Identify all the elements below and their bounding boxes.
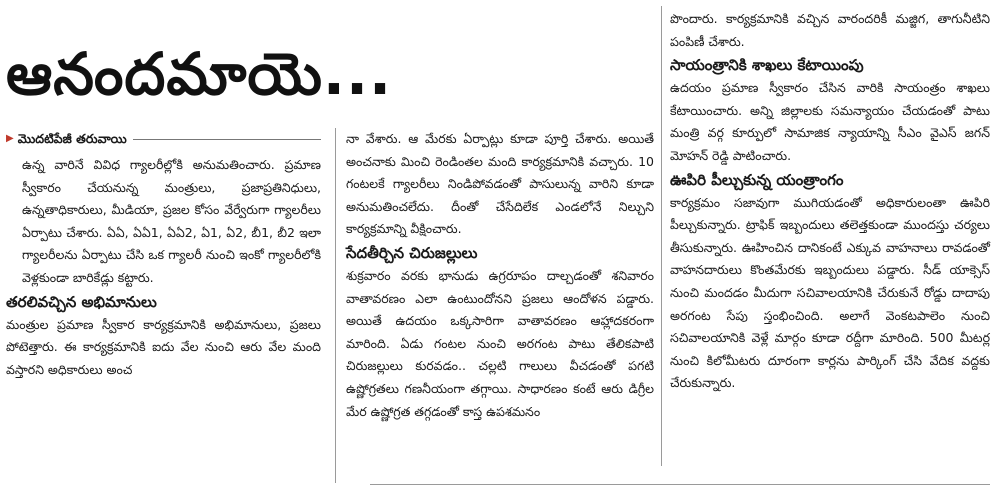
body-paragraph: కార్యక్రమం సజావుగా ముగియడంతో అధికారులంతా ఊపిరి పీల్చుకున్నారు. ట్రాఫిక్ ఇబ్బందులు తలెత్తకుండా ముందస్తు చర్యలు తీసుకున్నారు. ఊహించిన దానికంటే ఎక్కువ వాహనాలు రావడంతో వాహనదారులు కొంతమేరకు ఇబ్బందులు పడ్డారు. సీడ్ యాక్సెస్ నుంచి మందడం మీదుగా సచివాలయానికి చేరుకునే రోడ్డు దాదాపు అరగంట సేపు స్తంభించింది. అలాగే వెంకటపాలెం నుంచి సచివాలయానికి వెళ్లే మార్గం కూడా రద్దీగా మారింది. 500 మీటర్ల నుంచి కిలోమీటరు దూరంగా కార్లను పార్కింగ్ చేసి వేదిక వద్దకు చేరుకున్నారు.: [670, 194, 990, 391]
subheading: సేదతీర్చిన చిరుజల్లులు: [346, 243, 478, 262]
body-paragraph: మంత్రుల ప్రమాణ స్వీకార కార్యక్రమానికి అభిమానులు, ప్రజలు పోటెత్తారు. ఈ కార్యక్రమానికి ఐదు వేల నుంచి ఆరు వేల మంది వస్తారని అధికారులు అంచ: [6, 316, 321, 377]
column-1: [6, 128, 321, 381]
subheading: తరలివచ్చిన అభిమానులు: [6, 292, 157, 311]
continuation-label: మొదటిపేజీ తరువాయి: [17, 130, 127, 146]
headline: ఆనందమాయె...: [6, 40, 393, 108]
column-divider: [661, 6, 662, 466]
triangle-icon: ▶: [6, 132, 14, 144]
body-paragraph: నా వేశారు. ఆ మేరకు ఏర్పాట్లు కూడా పూర్తి చేశారు. అయితే అంచనాకు మించి రెండింతల మంది కార్యక్రమానికి వచ్చారు. 10 గంటలకే గ్యాలరీలు నిండిపోవడంతో పాసులున్న వారిని కూడా అనుమతించలేదు. దీంతో చేసేదిలేక ఎండలోనే నిల్చుని కార్యక్రమాన్ని వీక్షించారు.: [346, 131, 654, 237]
body-paragraph: పొందారు. కార్యక్రమానికి వచ్చిన వారందరికీ మజ్జిగ, తాగునీటిని పంపిణీ చేశారు.: [670, 11, 990, 49]
column-divider: [335, 128, 336, 483]
column-3: [670, 8, 990, 395]
bottom-rule: [370, 484, 990, 485]
column-2: [346, 128, 654, 423]
subheading: ఊపిరి పీల్చుకున్న యంత్రాంగం: [670, 170, 844, 189]
subheading: సాయంత్రానికి శాఖలు కేటాయింపు: [670, 56, 864, 75]
body-paragraph: ఉదయం ప్రమాణ స్వీకారం చేసిన వారికి సాయంత్రం శాఖలు కేటాయించారు. అన్ని జిల్లాలకు సమన్యాయం చేయడంతో పాటు మంత్రి వర్గ కూర్పులో సామాజిక న్యాయాన్ని సీఎం వైఎస్ జగన్ మోహన్ రెడ్డి పాటించారు.: [670, 80, 990, 163]
continuation-marker: [6, 128, 321, 150]
body-paragraph: శుక్రవారం వరకు భానుడు ఉగ్రరూపం దాల్చడంతో శనివారం వాతావరణం ఎలా ఉంటుందోనని ప్రజలు ఆందోళన పడ్డారు. అయితే ఉదయం ఒక్కసారిగా వాతావరణం ఆహ్లాదకరంగా మారింది. ఏడు గంటల నుంచి అరగంట పాటు తేలికపాటి చిరుజల్లులు కురవడం.. చల్లటి గాలులు వీచడంతో పగటి ఉష్ణోగ్రతలు గణనీయంగా తగ్గాయి. సాధారణం కంటే ఆరు డిగ్రీల మేర ఉష్ణోగ్రత తగ్గడంతో కాస్త ఉపశమనం: [346, 267, 654, 419]
body-paragraph: ఉన్న వారినే వివిధ గ్యాలరీల్లోకి అనుమతించారు. ప్రమాణ స్వీకారం చేయనున్న మంత్రులు, ప్రజాప్రతినిధులు, ఉన్నతాధికారులు, మీడియా, ప్రజల కోసం వేర్వేరుగా గ్యాలరీలు ఏర్పాటు చేశారు. ఏఏ, ఏఏ1, ఏఏ2, ఏ1, ఏ2, బీ1, బీ2 ఇలా గ్యాలరీలను ఏర్పాటు చేసి ఒక గ్యాలరీ నుంచి ఇంకో గ్యాలరీలోకి వెళ్లకుండా బారికేడ్లు కట్టారు.: [22, 157, 321, 285]
divider: [133, 139, 321, 140]
